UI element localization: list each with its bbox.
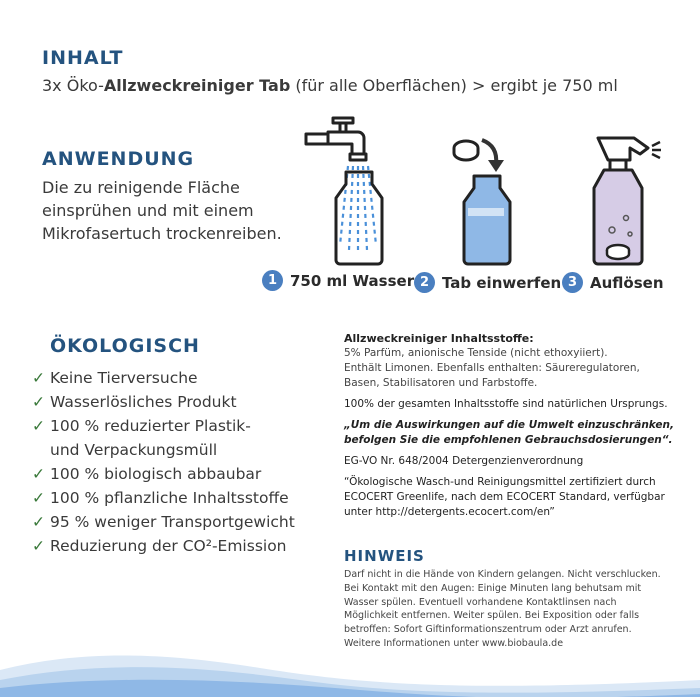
step-3 xyxy=(562,272,664,293)
inhalt-description xyxy=(42,76,618,95)
check-icon: ✓ xyxy=(32,417,45,435)
inhalt-product: Allzweckreiniger Tab xyxy=(103,76,291,95)
list-item-text: Wasserlösliches Produkt xyxy=(50,393,237,411)
ingredients-title: Allzweckreiniger Inhaltsstoffe: xyxy=(344,332,534,345)
list-item-text: Keine Tierversuche xyxy=(50,369,198,387)
step-2-label: Tab einwerfen xyxy=(442,273,562,292)
check-icon: ✓ xyxy=(32,465,45,483)
wave-decoration xyxy=(0,630,700,697)
oekologisch-list xyxy=(32,366,295,558)
step-1-number: 1 xyxy=(262,270,283,291)
arrow-down-icon xyxy=(482,140,504,172)
step-3-number: 3 xyxy=(562,272,583,293)
ingredients-section xyxy=(344,331,674,520)
check-icon: ✓ xyxy=(32,513,45,531)
anwendung-text: Die zu reinigende Fläche einsprühen und mit einem Mikrofasertuch trockenreiben. xyxy=(42,178,282,243)
faucet-icon xyxy=(306,118,366,160)
step-2-number: 2 xyxy=(414,272,435,293)
list-item xyxy=(32,462,295,486)
tab-icon xyxy=(454,141,478,160)
ingredients-line-2: Enthält Limonen. Ebenfalls enthalten: Säureregulatoren, Basen, Stabilisatoren und Farbstoffe. xyxy=(344,362,640,389)
hinweis-text: Darf nicht in die Hände von Kindern gelangen. Nicht verschlucken. Bei Kontakt mit den Augen: Einige Minuten lang behutsam mit Wasser spülen. Eventuell vorhandene Kontaktlinsen nach Möglichkeit entfernen. Weiter spülen. Bei Exposition oder falls betroffen: Sofort Giftinformationszentrum oder Arzt anrufen. Weitere Informationen unter www.biobaula.de xyxy=(344,569,661,649)
list-item-text: 100 % reduzierter Plastik- und Verpackungsmüll xyxy=(50,417,251,459)
list-item xyxy=(32,390,295,414)
check-icon: ✓ xyxy=(32,489,45,507)
hinweis-heading: HINWEIS xyxy=(344,547,425,565)
check-icon: ✓ xyxy=(32,393,45,411)
list-item-text: 95 % weniger Transportgewicht xyxy=(50,513,295,531)
ingredients-quote: „Um die Auswirkungen auf die Umwelt einzuschränken, befolgen Sie die empfohlenen Gebrauchsdosierungen“. xyxy=(344,419,674,446)
list-item xyxy=(32,486,295,510)
inhalt-suffix: (für alle Oberflächen) > ergibt je 750 ml xyxy=(290,76,618,95)
ingredients-natural: 100% der gesamten Inhaltsstoffe sind natürlichen Ursprungs. xyxy=(344,398,668,410)
step-1 xyxy=(262,270,414,291)
oekologisch-heading: ÖKOLOGISCH xyxy=(50,335,200,357)
list-item-text: Reduzierung der CO²-Emission xyxy=(50,537,287,555)
check-icon: ✓ xyxy=(32,369,45,387)
step-3-label: Auflösen xyxy=(590,273,664,292)
anwendung-heading: ANWENDUNG xyxy=(42,148,195,170)
list-item-text: 100 % pflanzliche Inhaltsstoffe xyxy=(50,489,289,507)
step-2 xyxy=(414,272,561,293)
ingredients-line-1: 5% Parfüm, anionische Tenside (nicht ethoxyiiert). xyxy=(344,347,608,359)
bottle-water-icon xyxy=(464,176,510,264)
list-item xyxy=(32,534,295,558)
inhalt-prefix: 3x Öko- xyxy=(42,76,104,95)
ingredients-certification: “Ökologische Wasch-und Reinigungsmittel zertifiziert durch ECOCERT Greenlife, nach dem ECOCERT Standard, verfügbar unter http://detergents.ecocert.com/en” xyxy=(344,476,665,518)
list-item xyxy=(32,510,295,534)
list-item xyxy=(32,414,262,462)
list-item-text: 100 % biologisch abbaubar xyxy=(50,465,262,483)
instruction-illustration xyxy=(300,110,680,270)
spray-bottle-icon xyxy=(594,138,661,264)
ingredients-regulation: EG-VO Nr. 648/2004 Detergenzienverordnung xyxy=(344,455,584,467)
step-1-label: 750 ml Wasser xyxy=(290,271,415,290)
check-icon: ✓ xyxy=(32,537,45,555)
list-item xyxy=(32,366,295,390)
inhalt-heading: INHALT xyxy=(42,47,124,69)
